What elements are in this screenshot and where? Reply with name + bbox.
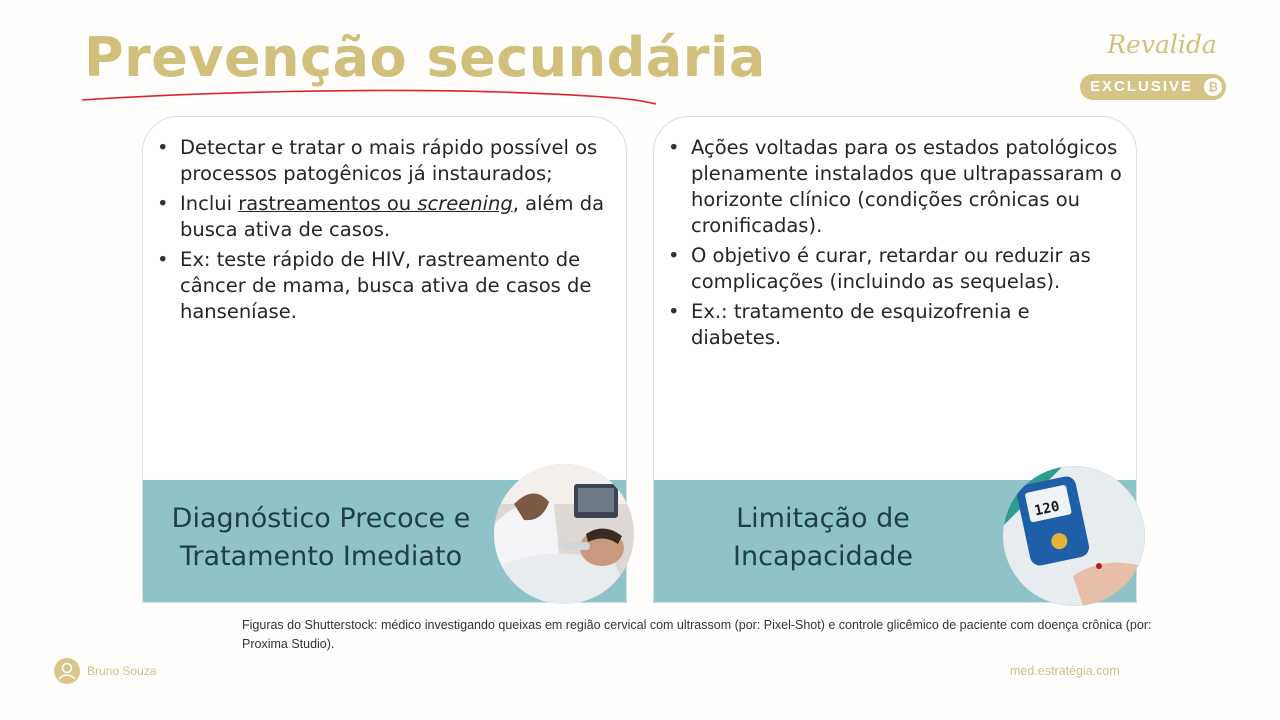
bullet-list xyxy=(668,135,1122,355)
band-label-line: Limitação de xyxy=(736,503,910,534)
author-name: Bruno Souza xyxy=(87,664,157,678)
coin-icon: ₿ xyxy=(1204,78,1222,96)
ultrasound-exam-photo xyxy=(494,464,634,604)
bullet-text: Inclui xyxy=(180,192,239,215)
brand-badge-label: EXCLUSIVE xyxy=(1090,78,1194,95)
band-label-line: Diagnóstico Precoce e xyxy=(171,503,471,534)
brand-logo xyxy=(1080,30,1226,102)
glucometer-reading: 120 xyxy=(1032,498,1062,520)
author-avatar xyxy=(54,658,80,684)
screening-link[interactable] xyxy=(238,192,513,215)
slide-title: Prevenção secundária xyxy=(84,26,766,89)
ultrasound-exam-illustration xyxy=(494,464,634,604)
bullet-text: , além da busca ativa de casos. xyxy=(180,192,605,241)
bullet-item xyxy=(157,191,612,243)
brand-script: Revalida xyxy=(1107,30,1217,59)
bullet-list xyxy=(157,135,612,329)
bullet-text: Ex: teste rápido de HIV, rastreamento de câncer de mama, busca ativa de casos de hanseníase. xyxy=(180,248,592,323)
title-underline xyxy=(80,86,660,108)
glucometer-illustration xyxy=(1003,466,1145,606)
brand-badge xyxy=(1080,74,1226,100)
image-credits-caption: Figuras do Shutterstock: médico investigando queixas em região cervical com ultrassom (por: Pixel-Shot) e controle glicêmico de paciente com doença crônica (por: Proxima Studio). xyxy=(242,618,1152,651)
bullet-item xyxy=(157,247,612,325)
bullet-item: • Ações voltadas para os estados patológicos plenamente instalados que ultrapassaram o horizonte clínico (condições crônicas ou cronificadas). xyxy=(668,135,1122,239)
bullet-item: • Ex.: tratamento de esquizofrenia e diabetes. xyxy=(668,299,1122,351)
band-label xyxy=(151,500,491,576)
footer-site-url: med.estratégia.com xyxy=(1010,664,1120,678)
bullet-item: • O objetivo é curar, retardar ou reduzir as complicações (incluindo as sequelas). xyxy=(668,243,1122,295)
bullet-text: Detectar e tratar o mais rápido possível os processos patogênicos já instaurados; xyxy=(180,136,598,185)
screening-link-text: rastreamentos ou xyxy=(238,192,418,215)
glucometer-photo xyxy=(1003,466,1145,606)
user-icon xyxy=(54,658,80,684)
band-label xyxy=(664,500,982,576)
screening-link-italic: screening xyxy=(417,192,513,215)
bullet-item xyxy=(157,135,612,187)
band-label-line: Tratamento Imediato xyxy=(179,541,463,572)
band-label-line: Incapacidade xyxy=(733,541,913,572)
